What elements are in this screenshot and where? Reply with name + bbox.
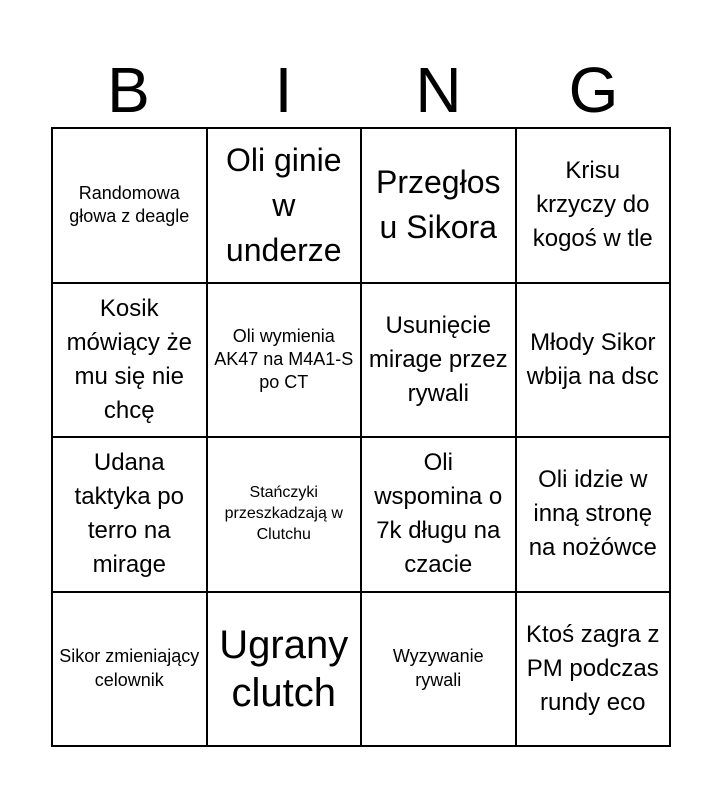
header-letter-g: G <box>568 54 619 126</box>
bingo-cell[interactable]: Ktoś zagra z PM podczas rundy eco <box>517 593 672 748</box>
bingo-cell[interactable]: Młody Sikor wbija na dsc <box>517 284 672 439</box>
bingo-cell[interactable]: Wyzywanie rywali <box>362 593 517 748</box>
bingo-cell[interactable]: Krisu krzyczy do kogoś w tle <box>517 129 672 284</box>
header-letter-i: I <box>274 54 293 126</box>
bingo-cell[interactable]: Przegłos u Sikora <box>362 129 517 284</box>
bingo-cell[interactable]: Stańczyki przeszkadzają w Clutchu <box>208 438 363 593</box>
bingo-cell[interactable]: Usunięcie mirage przez rywali <box>362 284 517 439</box>
bingo-cell[interactable]: Randomowa głowa z deagle <box>53 129 208 284</box>
bingo-cell[interactable]: Sikor zmieniający celownik <box>53 593 208 748</box>
bingo-cell[interactable]: Oli idzie w inną stronę na nożówce <box>517 438 672 593</box>
bingo-cell[interactable]: Kosik mówiący że mu się nie chcę <box>53 284 208 439</box>
bingo-cell[interactable]: Oli wspomina o 7k długu na czacie <box>362 438 517 593</box>
header-letter-b: B <box>107 54 150 126</box>
header-letter-n: N <box>415 54 462 126</box>
bingo-cell[interactable]: Oli ginie w underze <box>208 129 363 284</box>
bingo-cell[interactable]: Ugrany clutch <box>208 593 363 748</box>
bingo-header <box>51 55 671 125</box>
bingo-grid <box>51 127 671 747</box>
bingo-cell[interactable]: Oli wymienia AK47 na M4A1-S po CT <box>208 284 363 439</box>
bingo-cell[interactable]: Udana taktyka po terro na mirage <box>53 438 208 593</box>
